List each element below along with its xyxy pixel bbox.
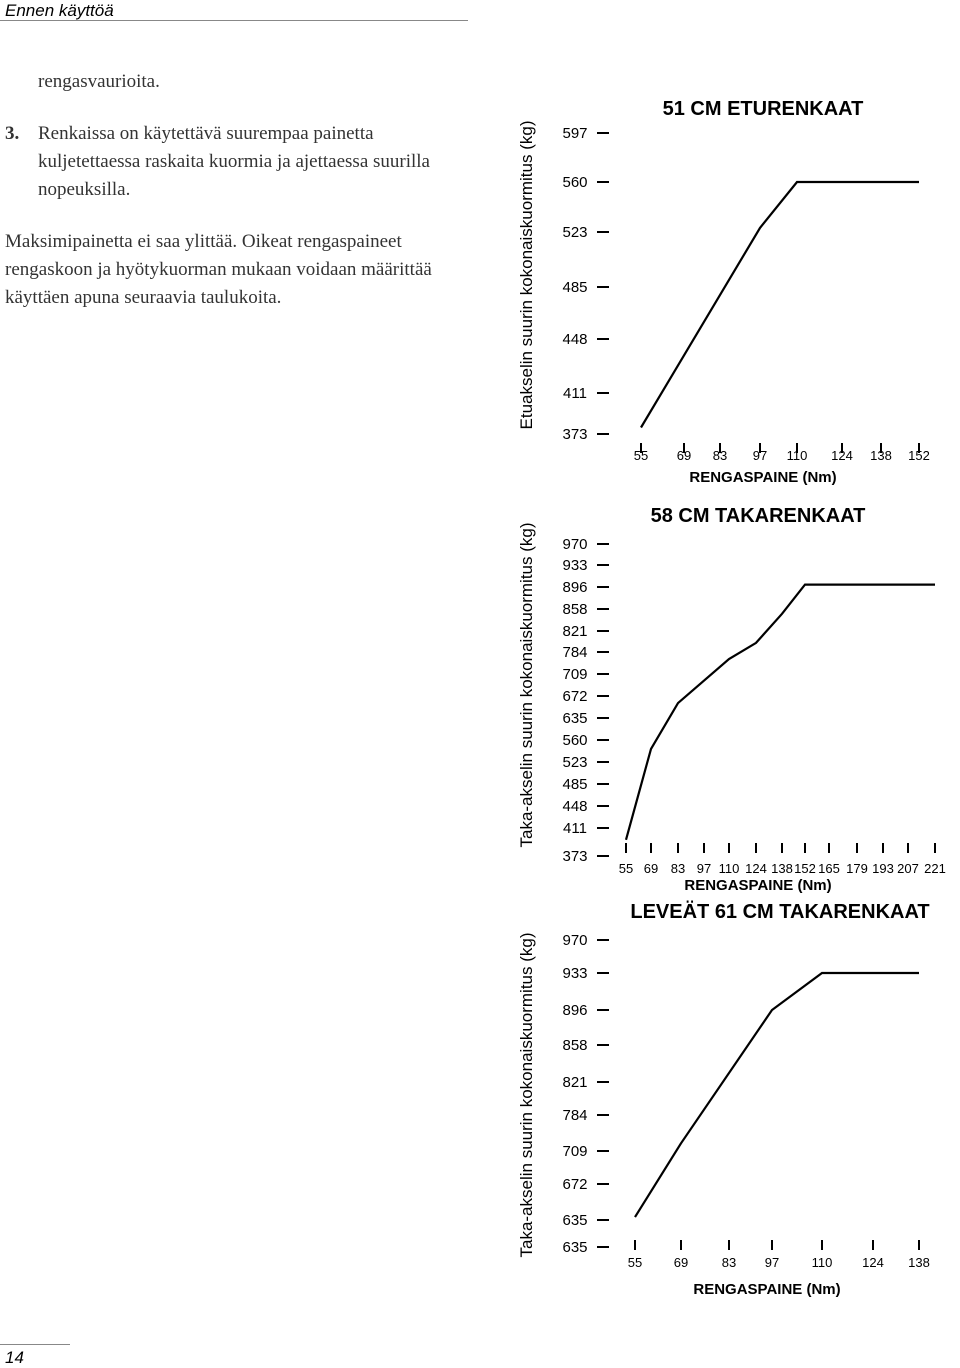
chart-title: 58 CM TAKARENKAAT (650, 505, 866, 527)
x-tick-label: 55 (633, 448, 649, 463)
x-tick-label: 138 (870, 448, 892, 463)
y-tick-label: 858 (562, 601, 588, 618)
y-tick-label: 896 (562, 1002, 588, 1019)
y-tick-label: 523 (562, 754, 588, 771)
list-item-number: 3. (5, 123, 20, 144)
chart-title: 51 CM ETURENKAAT (662, 98, 864, 120)
y-tick-label: 635 (562, 710, 588, 727)
list-item-text: Renkaissa on käytettävä suurempaa painetta kuljetettaessa raskaita kuormia ja ajettaessa suurilla nopeuksilla. (38, 123, 430, 200)
series-line (641, 182, 919, 428)
series-line (635, 973, 919, 1217)
x-tick-label: 124 (745, 861, 767, 876)
footer-rule (0, 1344, 70, 1345)
series-line (626, 585, 935, 840)
y-tick-label: 597 (562, 125, 588, 142)
x-tick-label: 193 (872, 861, 894, 876)
x-tick-label: 83 (670, 861, 686, 876)
y-tick-label: 858 (562, 1037, 588, 1054)
x-tick-label: 124 (831, 448, 853, 463)
x-tick-label: 110 (786, 448, 808, 463)
x-tick-label: 138 (908, 1255, 930, 1270)
x-tick-label: 97 (752, 448, 768, 463)
y-tick-label: 635 (562, 1212, 588, 1229)
y-tick-label: 560 (562, 174, 588, 191)
y-axis-label: Taka-akselin suurin kokonaiskuormitus (kg) (517, 522, 536, 848)
x-tick-label: 221 (924, 861, 946, 876)
x-tick-label: 69 (643, 861, 659, 876)
y-tick-label: 970 (562, 536, 588, 553)
x-tick-label: 55 (618, 861, 634, 876)
x-tick-label: 138 (771, 861, 793, 876)
x-tick-label: 165 (818, 861, 840, 876)
y-tick-label: 485 (562, 279, 588, 296)
x-tick-label: 97 (764, 1255, 780, 1270)
y-tick-label: 896 (562, 579, 588, 596)
chart-title: LEVEÄT 61 CM TAKARENKAAT (630, 901, 930, 923)
y-tick-label: 485 (562, 776, 588, 793)
y-tick-label: 635 (562, 1239, 588, 1256)
x-tick-label: 69 (673, 1255, 689, 1270)
y-axis-label: Taka-akselin suurin kokonaiskuormitus (kg) (517, 932, 536, 1258)
y-tick-label: 821 (562, 1074, 588, 1091)
x-tick-label: 97 (696, 861, 712, 876)
x-tick-label: 69 (676, 448, 692, 463)
y-tick-label: 448 (562, 798, 588, 815)
y-tick-label: 411 (563, 385, 587, 402)
y-tick-label: 709 (562, 666, 588, 683)
x-tick-label: 124 (862, 1255, 884, 1270)
y-tick-label: 970 (562, 932, 588, 949)
y-tick-label: 560 (562, 732, 588, 749)
y-tick-label: 784 (562, 644, 588, 661)
y-tick-label: 784 (562, 1107, 588, 1124)
x-tick-label: 207 (897, 861, 919, 876)
y-tick-label: 672 (562, 688, 588, 705)
x-axis-label: RENGASPAINE (Nm) (693, 1281, 841, 1298)
intro-line: rengasvaurioita. (38, 71, 160, 92)
x-tick-label: 152 (794, 861, 816, 876)
y-tick-label: 672 (562, 1176, 588, 1193)
y-tick-label: 821 (562, 623, 588, 640)
y-tick-label: 373 (562, 426, 588, 443)
y-tick-label: 933 (562, 965, 588, 982)
x-axis-label: RENGASPAINE (Nm) (689, 469, 837, 486)
y-tick-label: 448 (562, 331, 588, 348)
instruction-paragraph: Maksimipainetta ei saa ylittää. Oikeat rengaspaineet rengaskoon ja hyötykuorman mukaan voidaan määrittää käyttäen apuna seuraavia taulukoita. (5, 231, 432, 308)
y-tick-label: 411 (563, 820, 587, 837)
page-number: 14 (5, 1348, 24, 1367)
x-tick-label: 152 (908, 448, 930, 463)
y-axis-label: Etuakselin suurin kokonaiskuormitus (kg) (517, 120, 536, 430)
x-tick-label: 110 (811, 1255, 833, 1270)
x-tick-label: 55 (627, 1255, 643, 1270)
x-tick-label: 83 (721, 1255, 737, 1270)
x-tick-label: 83 (712, 448, 728, 463)
x-axis-label: RENGASPAINE (Nm) (684, 877, 832, 894)
x-tick-label: 179 (846, 861, 868, 876)
section-title: Ennen käyttöä (5, 1, 114, 20)
x-tick-label: 110 (718, 861, 740, 876)
y-tick-label: 373 (562, 848, 588, 865)
y-tick-label: 933 (562, 557, 588, 574)
y-tick-label: 523 (562, 224, 588, 241)
y-tick-label: 709 (562, 1143, 588, 1160)
